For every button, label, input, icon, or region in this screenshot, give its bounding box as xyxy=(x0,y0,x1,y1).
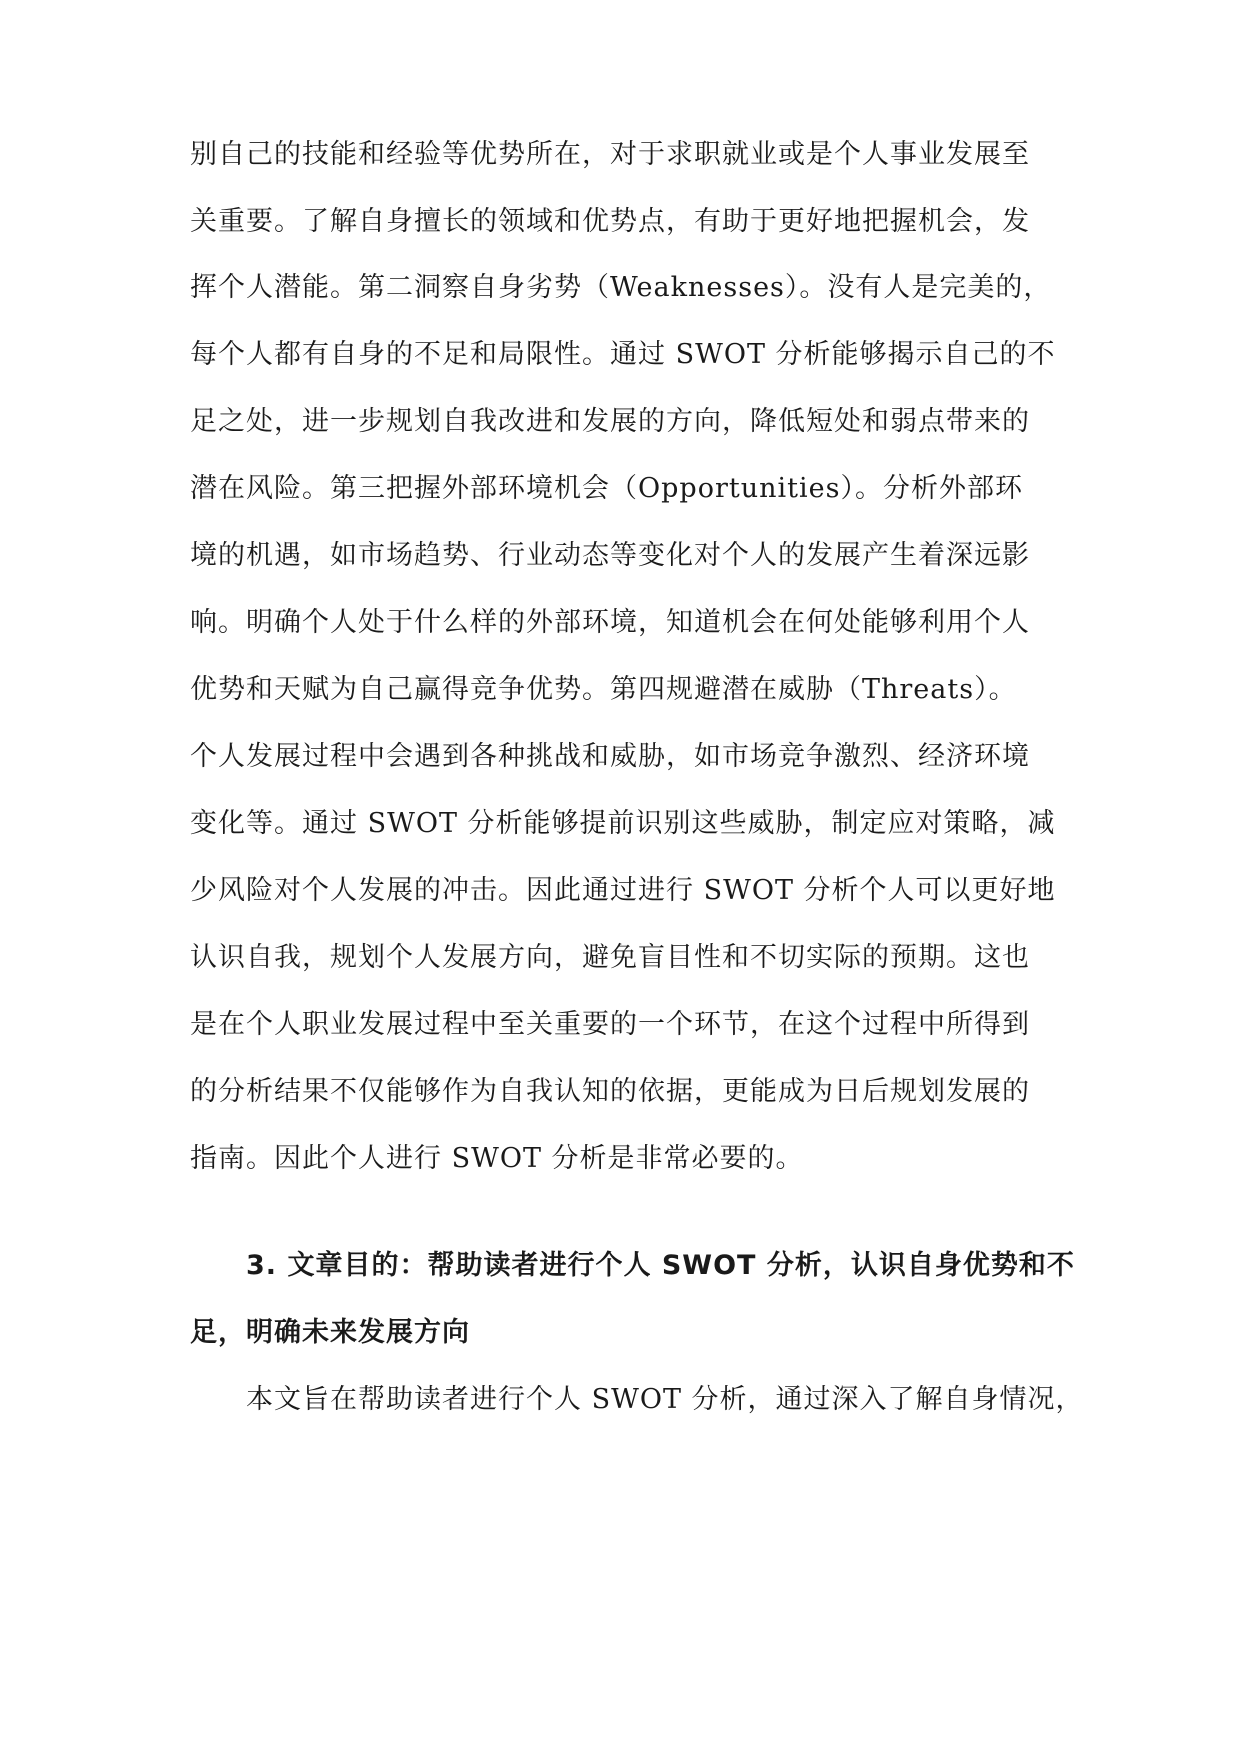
body-text-line: 关重要。了解自身擅长的领域和优势点，有助于更好地把握机会，发 xyxy=(190,206,1030,237)
body-text-line: 变化等。通过 SWOT 分析能够提前识别这些威胁，制定应对策略，减 xyxy=(190,808,1056,839)
body-text-line: 少风险对个人发展的冲击。因此通过进行 SWOT 分析个人可以更好地 xyxy=(190,875,1056,906)
body-text-line: 每个人都有自身的不足和局限性。通过 SWOT 分析能够揭示自己的不 xyxy=(190,339,1056,370)
body-text-line: 本文旨在帮助读者进行个人 SWOT 分析，通过深入了解自身情况， xyxy=(246,1384,1084,1415)
body-text-line: 的分析结果不仅能够作为自我认知的依据，更能成为日后规划发展的 xyxy=(190,1076,1030,1107)
section-heading: 3. 文章目的：帮助读者进行个人 SWOT 分析，认识自身优势和不 xyxy=(246,1250,1075,1281)
body-text-line: 足之处，进一步规划自我改进和发展的方向，降低短处和弱点带来的 xyxy=(190,406,1030,437)
body-text-line: 个人发展过程中会遇到各种挑战和威胁，如市场竞争激烈、经济环境 xyxy=(190,741,1030,772)
body-text-line: 指南。因此个人进行 SWOT 分析是非常必要的。 xyxy=(190,1143,804,1174)
body-text-line: 挥个人潜能。第二洞察自身劣势（Weaknesses）。没有人是完美的， xyxy=(190,272,1052,303)
body-text-line: 是在个人职业发展过程中至关重要的一个环节，在这个过程中所得到 xyxy=(190,1009,1030,1040)
body-text-line: 优势和天赋为自己赢得竞争优势。第四规避潜在威胁（Threats）。 xyxy=(190,674,1017,705)
body-text-line: 响。明确个人处于什么样的外部环境，知道机会在何处能够利用个人 xyxy=(190,607,1030,638)
body-text-line: 认识自我，规划个人发展方向，避免盲目性和不切实际的预期。这也 xyxy=(190,942,1030,973)
body-text-line: 潜在风险。第三把握外部环境机会（Opportunities）。分析外部环 xyxy=(190,473,1023,504)
body-text-line: 境的机遇，如市场趋势、行业动态等变化对个人的发展产生着深远影 xyxy=(190,540,1030,571)
section-heading-continued: 足，明确未来发展方向 xyxy=(190,1317,470,1348)
body-text-line: 别自己的技能和经验等优势所在，对于求职就业或是个人事业发展至 xyxy=(190,139,1030,170)
